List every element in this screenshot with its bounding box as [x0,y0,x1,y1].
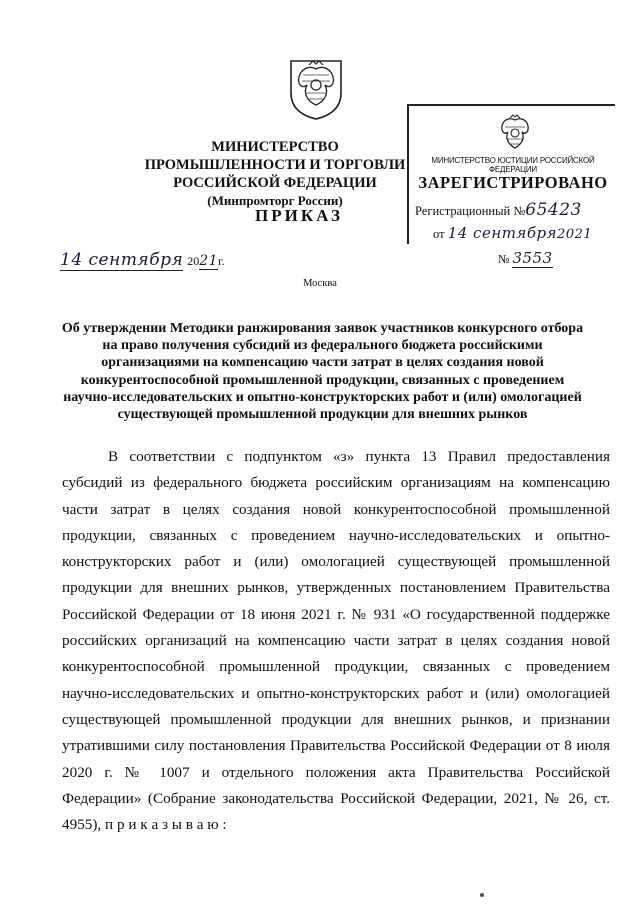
document-body: В соответствии с подпунктом «з» пункта 13 Правил предоставления субсидий из федерального бюджета российским организациям на компенсацию части затрат в целях создания новой конкурентоспособной промышленной продукции, связанных с проведением научно-исследовательских и опытно-конструкторских работ и (или) омологацией существующей промышленной продукции для внешних рынков, утвержденных постановлением Правительства Российской Федерации от 18 июня 2021 г. № 931 «О государственной поддержке российских организаций на компенсацию части затрат в целях создания новой конкурентоспособной промышленной продукции, связанных с проведением научно-исследовательских и опытно-конструкторских работ и (или) омологацией существующей промышленной продукции для внешних рынков, и признании утратившими силу постановления Правительства Российской Федерации от 8 июля 2020 г. № 1007 и отдельного положения акта Правительства Российской Федерации» (Собрание законодательства Российской Федерации, 2021, № 26, ст. 4955), п р и к а з ы в а ю : [62,448,610,834]
city: Москва [303,278,337,289]
registration-stamp [407,104,615,244]
stamp-regno-label: Регистрационный № [415,204,526,218]
order-year-suffix: г. [218,254,225,268]
stamp-date [433,224,592,242]
order-number-handwritten: 3553 [512,249,553,267]
ministry-name-line1: МИНИСТЕРСТВО ПРОМЫШЛЕННОСТИ И ТОРГОВЛИ [144,139,406,173]
order-year-prefix: 20 [187,254,200,268]
stamp-ministry-name: МИНИСТЕРСТВО ЮСТИЦИИ РОССИЙСКОЙ ФЕДЕРАЦИИ [431,156,595,174]
stamp-date-prefix: от [433,227,445,241]
ministry-name-line2: РОССИЙСКОЙ ФЕДЕРАЦИИ [173,175,377,191]
ministry-header [140,138,410,210]
order-year-handwritten: 21 [199,253,219,269]
order-date [60,250,225,270]
stamp-emblem-icon [495,114,535,156]
order-number [498,249,553,267]
page-mark [480,893,484,897]
stamp-regno-value: 65423 [525,200,582,220]
order-date-handwritten: 14 сентября [60,250,184,270]
document-heading: Об утверждении Методики ранжирования заявок участников конкурсного отбора на право получения субсидий из федерального бюджета российскими организациями на компенсацию части затрат в целях создания новой конкурентоспособной промышленной продукции, связанных с проведением научно-исследовательских и опытно-конструкторских работ и (или) омологацией существующей промышленной продукции для внешних рынков [61,321,584,423]
stamp-date-value: 14 сентября [447,224,558,242]
ministry-short-name: (Минпромторг России) [207,193,343,208]
stamp-registered-label: ЗАРЕГИСТРИРОВАНО [418,173,608,192]
coat-of-arms-icon [285,55,347,121]
order-number-prefix: № [498,252,510,266]
stamp-date-year: 2021 [557,227,593,242]
stamp-registration-number [415,200,582,220]
order-title: ПРИКАЗ [255,206,343,225]
